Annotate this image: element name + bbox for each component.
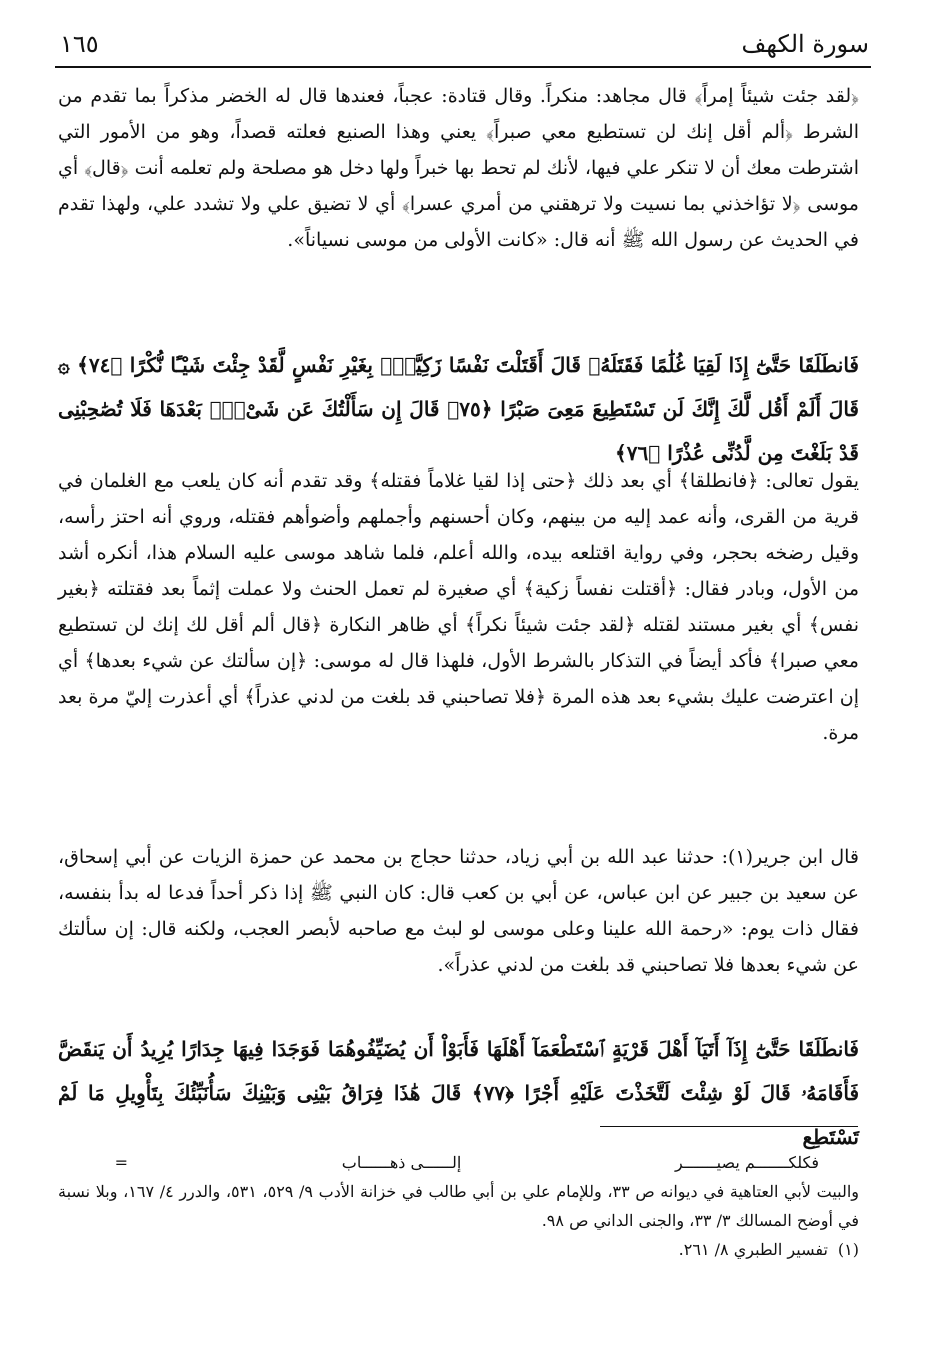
footnote-1-text: تفسير الطبري ٨/ ٢٦١. (678, 1240, 828, 1259)
footnotes (58, 1148, 859, 1264)
continuation-marker: = (114, 1153, 128, 1172)
quran-verses-74-76-text: فَانطَلَقَا حَتَّىٰٓ إِذَا لَقِيَا غُلَٰمًا فَقَتَلَهُۥ قَالَ أَقَتَلْتَ نَفْسًا زَكِيَّةًۢ بِغَيْرِ نَفْسٍ لَّقَدْ جِئْتَ شَيْـًٔا نُّكْرًا ﴿٧٤﴾ ۞ قَالَ أَلَمْ أَقُل لَّكَ إِنَّكَ لَن تَسْتَطِيعَ مَعِىَ صَبْرًا ﴿٧٥﴾ قَالَ إِن سَأَلْتُكَ عَن شَىْءٍۭ بَعْدَهَا فَلَا تُصَٰحِبْنِى قَدْ بَلَغْتَ مِن لَّدُنِّى عُذْرًا ﴿٧٦﴾ (58, 353, 859, 465)
paragraph-3 (58, 839, 859, 983)
footnote-1 (58, 1235, 859, 1264)
paragraph-2-text: يقول تعالى: ﴿فانطلقا﴾ أي بعد ذلك ﴿حتى إذا لقيا غلاماً فقتله﴾ وقد تقدم أنه كان يلعب مع الغلمان في قرية من القرى، وأنه عمد إليه من بينهم، وكان أحسنهم وأجملهم وأضوأهم فقتله، وروي أنه احتز رأسه، وقيل رضخه بحجر، وفي رواية اقتلعه بيده، والله أعلم، فلما شاهد موسى عليه السلام هذا، أنكره أشد من الأول، وبادر فقال: ﴿أقتلت نفساً زكية﴾ أي صغيرة لم تعمل الحنث ولا عملت إثماً بعد فقتلته ﴿بغير نفس﴾ أي بغير مستند لقتله ﴿لقد جئت شيئاً نكراً﴾ أي ظاهر النكارة ﴿قال ألم أقل لك إنك لن تستطيع معي صبرا﴾ فأكد أيضاً في التذكار بالشرط الأول، فلهذا قال له موسى: ﴿إن سألتك عن شيء بعدها﴾ أي إن اعترضت عليك بشيء بعد هذه المرة ﴿فلا تصاحبني قد بلغت من لدني عذراً﴾ أي أعذرت إليّ مرة بعد مرة. (58, 470, 859, 744)
quran-verses-77-78-text: فَانطَلَقَا حَتَّىٰٓ إِذَآ أَتَيَآ أَهْلَ قَرْيَةٍ ٱسْتَطْعَمَآ أَهْلَهَا فَأَبَوْاْ أَن يُضَيِّفُوهُمَا فَوَجَدَا فِيهَا جِدَارًا يُرِيدُ أَن يَنقَضَّ فَأَقَامَهُۥ قَالَ لَوْ شِئْتَ لَتَّخَذْتَ عَلَيْهِ أَجْرًا ﴿٧٧﴾ قَالَ هَٰذَا فِرَاقُ بَيْنِى وَبَيْنِكَ سَأُنَبِّئُكَ بِتَأْوِيلِ مَا لَمْ تَسْتَطِع (58, 1037, 860, 1149)
footnote-1-number: (١) (837, 1240, 859, 1259)
poetry-verse (58, 1148, 859, 1177)
poetry-hemistich-left: إلــــــى ذهــــــاب (341, 1153, 462, 1172)
poetry-hemistich-right: فكلكـــــــم يصيـــــــر (675, 1153, 819, 1172)
paragraph-1-text: ﴿لقد جئت شيئاً إمراً﴾ قال مجاهد: منكراً. وقال قتادة: عجباً، فعندها قال له الخضر مذكراً بما تقدم من الشرط ﴿ألم أقل إنك لن تستطيع معي صبراً﴾ يعني وهذا الصنيع فعلته قصداً، وهو من الأمور التي اشترطت معك أن لا تنكر علي فيها، لأنك لم تحط بها خبراً ولها دخل هو مصلحة ولم تعلمه أنت ﴿قال﴾ أي موسى ﴿لا تؤاخذني بما نسيت ولا ترهقني من أمري عسرا﴾ أي لا تضيق علي ولا تشدد علي، ولهذا تقدم في الحديث عن رسول الله ﷺ أنه قال: «كانت الأولى من موسى نسياناً». (58, 85, 859, 251)
header-divider (55, 66, 871, 68)
page-number: ١٦٥ (60, 30, 99, 58)
surah-title: سورة الكهف (741, 30, 869, 58)
paragraph-2 (58, 463, 859, 751)
paragraph-3-text: قال ابن جرير(١): حدثنا عبد الله بن أبي زياد، حدثنا حجاج بن محمد عن حمزة الزيات عن أبي إسحاق، عن سعيد بن جبير عن ابن عباس، عن أبي بن كعب قال: كان النبي ﷺ إذا ذكر أحداً فدعا له بدأ بنفسه، فقال ذات يوم: «رحمة الله علينا وعلى موسى لو لبث مع صاحبه لأبصر العجب، ولكنه قال: إن سألتك عن شيء بعدها فلا تصاحبني قد بلغت من لدني عذراً». (58, 846, 860, 976)
footnote-divider (600, 1126, 858, 1127)
quran-verses-77-78 (58, 1027, 859, 1159)
quran-verses-74-76 (58, 343, 859, 475)
footnote-continued: والبيت لأبي العتاهية في ديوانه ص ٣٣، وللإمام علي بن أبي طالب في خزانة الأدب ٩/ ٥٢٩، ٥٣١، والدرر ٤/ ١٦٧، وبلا نسبة في أوضح المسالك ٣/ ٣٣، والجنى الداني ص ٩٨. (58, 1182, 860, 1230)
page-header (60, 22, 869, 66)
paragraph-1 (58, 78, 859, 258)
